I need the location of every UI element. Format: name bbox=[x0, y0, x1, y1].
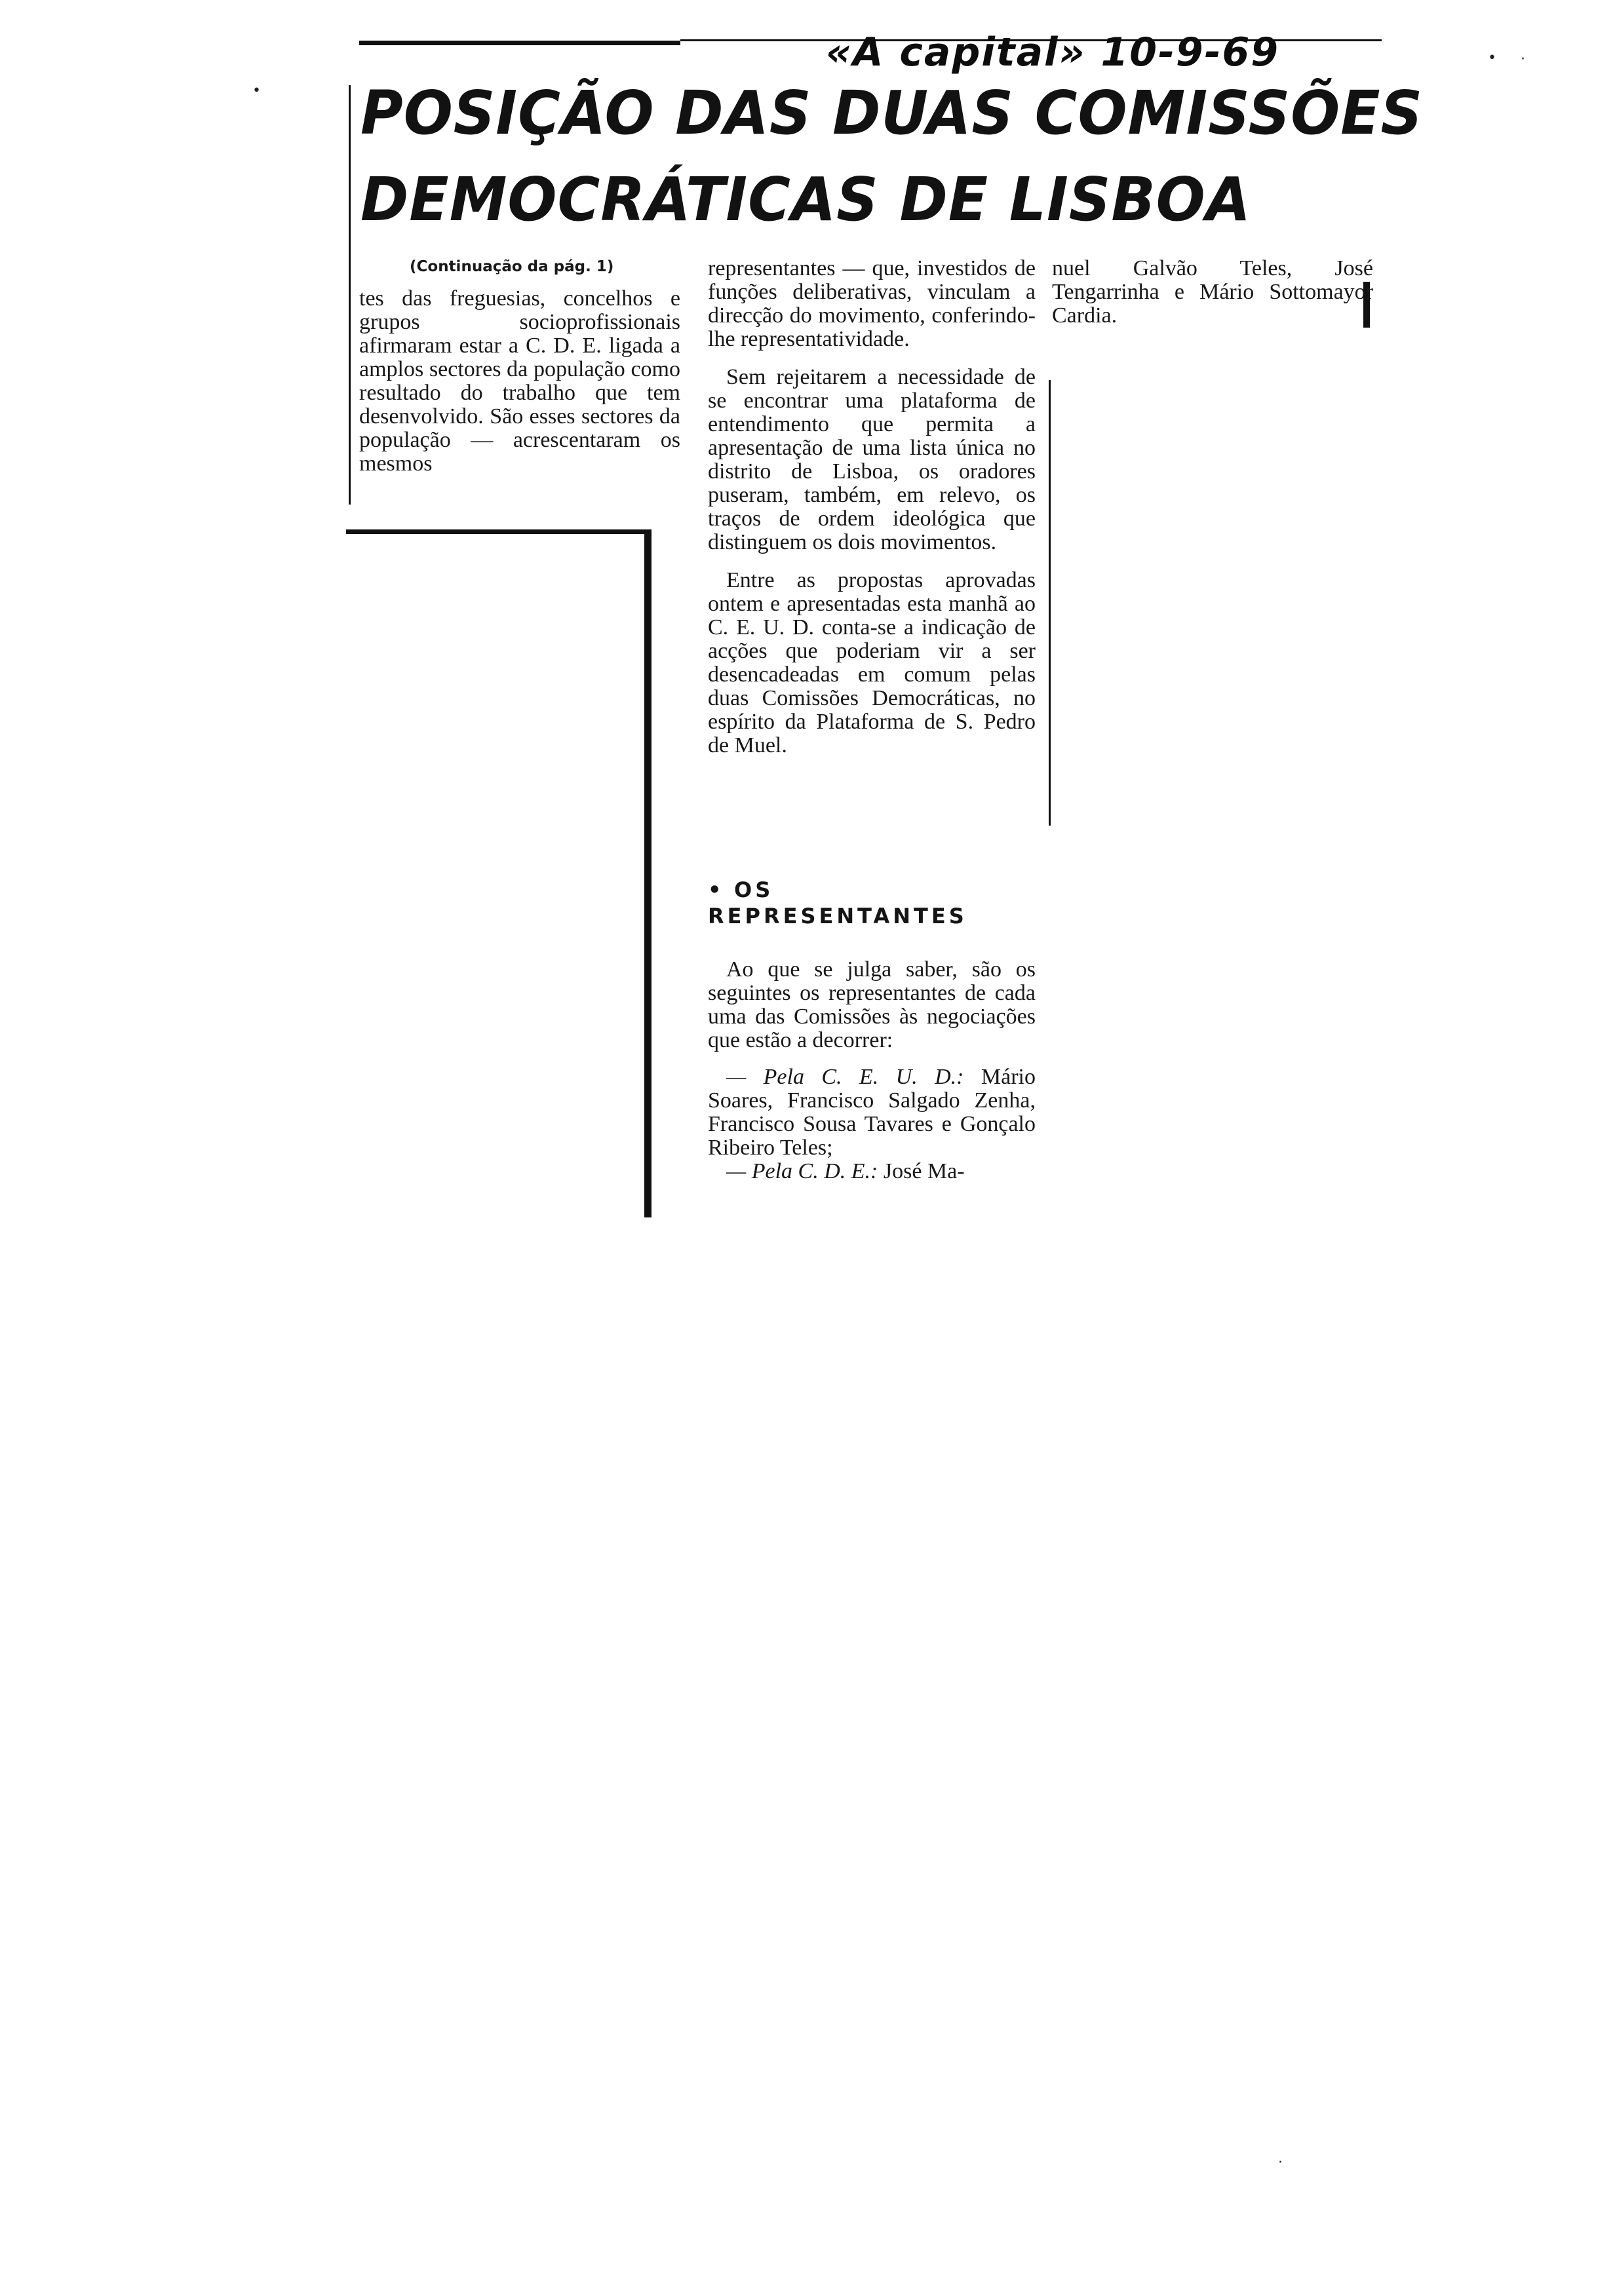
paragraph: representantes — que, investidos de funções deliberativas, vinculam a direcção do movimento, conferindo-lhe representatividade. bbox=[708, 256, 1036, 351]
handwritten-source-note: «A capital» 10-9-69 bbox=[826, 29, 1280, 75]
column-box-top-rule bbox=[346, 529, 649, 534]
cde-representatives bbox=[708, 1160, 1036, 1183]
ceud-representatives bbox=[708, 1065, 1036, 1160]
scan-speck: • bbox=[1488, 50, 1496, 66]
ceud-names: Mário Soares, Francisco Salgado Zenha, Francisco Sousa Tavares e Gonçalo Ribeiro Teles; bbox=[708, 1065, 1036, 1160]
headline-line-2: DEMOCRÁTICAS DE LISBOA bbox=[360, 164, 1251, 235]
article-column-3 bbox=[1052, 257, 1373, 328]
cde-names: José Ma- bbox=[883, 1159, 965, 1183]
scan-speck: · bbox=[1278, 2154, 1283, 2171]
section-heading bbox=[708, 877, 1036, 929]
scan-speck: · bbox=[1521, 51, 1525, 67]
paragraph: Sem rejeitarem a necessidade de se encontrar uma plataforma de entendimento que permita a apresentação de uma lista única no distrito de Lisboa, os oradores puseram, também, em relevo, os traços de ordem ideológica que distinguem os dois movimentos. bbox=[708, 365, 1036, 554]
bullet-icon: • bbox=[708, 877, 722, 902]
paragraph: Ao que se julga saber, são os seguintes os representantes de cada uma das Comissões às negociações que estão a decorrer: bbox=[708, 957, 1036, 1052]
paragraph: tes das freguesias, concelhos e grupos socioprofissionais afirmaram estar a C. D. E. ligada a amplos sectores da população como resultado do trabalho que tem desenvolvido. São esses sectores da população — acrescentaram os mesmos bbox=[359, 286, 680, 476]
section-heading-text: OS REPRESENTANTES bbox=[708, 877, 967, 928]
headline-line-1: POSIÇÃO DAS DUAS COMISSÕES bbox=[360, 78, 1424, 148]
paragraph: nuel Galvão Teles, José Tengarrinha e Mário Sottomayor Cardia. bbox=[1052, 256, 1373, 328]
column-separator-rule bbox=[1049, 380, 1051, 826]
top-rule-thick bbox=[359, 41, 680, 45]
article-column-1 bbox=[359, 287, 680, 476]
column-box-right-rule bbox=[644, 529, 652, 1217]
headline-left-rule bbox=[349, 85, 351, 505]
article-column-2 bbox=[708, 257, 1036, 757]
continuation-label: (Continuação da pág. 1) bbox=[410, 258, 614, 275]
representatives-column bbox=[708, 958, 1036, 1183]
paragraph: Entre as propostas aprovadas ontem e apresentadas esta manhã ao C. E. U. D. conta-se a indicação de acções que poderiam vir a ser desencadeadas em comum pelas duas Comissões Democráticas, no espírito da Plataforma de S. Pedro de Muel. bbox=[708, 568, 1036, 757]
scan-speck: • bbox=[252, 83, 261, 99]
ceud-label: — Pela C. E. U. D.: bbox=[726, 1065, 964, 1089]
cde-label: — Pela C. D. E.: bbox=[726, 1159, 878, 1183]
